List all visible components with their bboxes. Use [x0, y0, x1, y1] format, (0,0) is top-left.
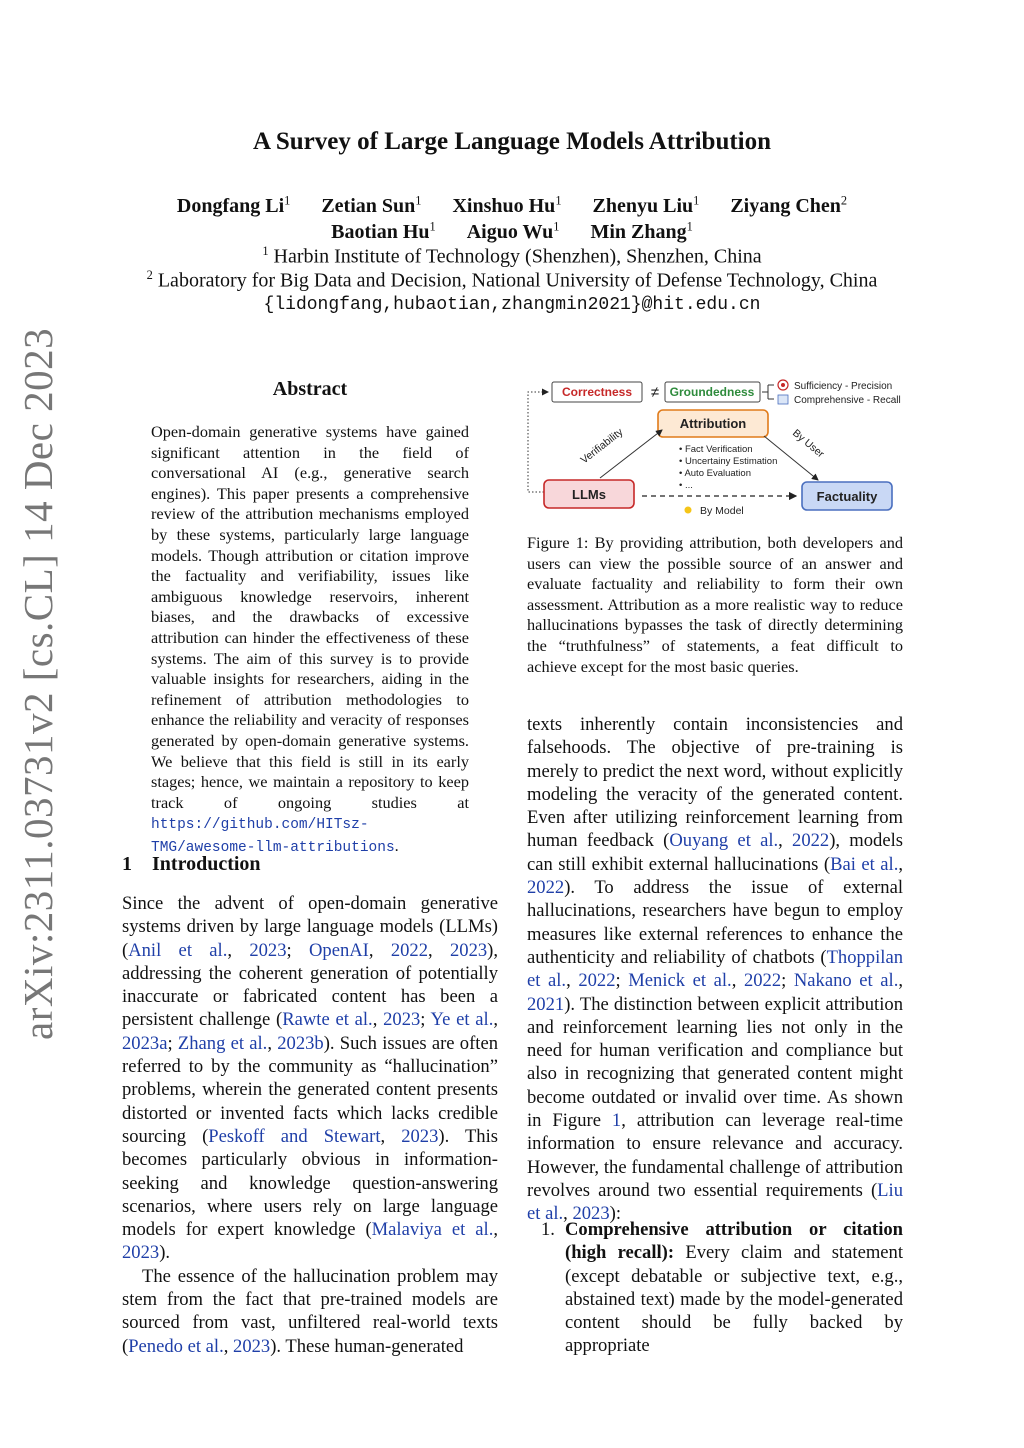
affiliation-1: $^1$ Harbin Institute of Technology (Shenzhen), Shenzhen, China: [262, 244, 762, 268]
text-run: ,: [368, 939, 391, 961]
text-run: texts inherently contain inconsistencies and falsehoods. The objective of pre-training is merely to predict the next word, without explicitly modeling the veracity of the generated content. Even after utilizing reinforcement learning from human feedback (: [527, 714, 903, 852]
text-run: The essence of the hallucination problem may stem from the fact that pre-trained models are sourced from vast, unfiltered real-world texts (: [122, 1265, 498, 1357]
citation-link[interactable]: 2023b: [277, 1032, 324, 1054]
target-icon-center: [781, 383, 785, 387]
list-item-text: Every claim and statement (except debatable or subjective text, e.g., abstained text) made by the model-generated content should be fully backed by appropriate: [565, 1242, 904, 1357]
list-item-title: Comprehensive attribution or citation (high recall):: [565, 1219, 903, 1264]
email[interactable]: {lidongfang,hubaotian,zhangmin2021}@hit.edu.cn: [263, 295, 761, 315]
method-item: • Auto Evaluation: [679, 468, 751, 479]
arxiv-identifier: arXiv:2311.03731v2 [cs.CL] 14 Dec 2023: [15, 327, 61, 1040]
affiliation-2: $^2$ Laboratory for Big Data and Decision, National University of Defense Technology, China: [146, 268, 878, 292]
citation-link[interactable]: 2023: [233, 1335, 271, 1357]
citation-link[interactable]: Zhang et al.: [177, 1032, 268, 1054]
citation-link[interactable]: Ouyang et al.: [669, 830, 779, 852]
citation-link[interactable]: 2023: [249, 939, 287, 961]
citation-link[interactable]: Malaviya et al.: [371, 1219, 494, 1241]
citation-link[interactable]: Nakano et al.: [793, 970, 899, 992]
authors-line-2: [0, 219, 1024, 244]
attribution-label: Attribution: [679, 416, 747, 431]
text-run: ;: [615, 970, 629, 992]
method-item: • ...: [679, 480, 693, 491]
llms-label: LLMs: [572, 487, 606, 502]
text-run: ,: [428, 939, 450, 961]
citation-link[interactable]: 1: [611, 1110, 622, 1132]
citation-link[interactable]: 2022: [792, 830, 830, 852]
author: Zetian Sun$^1$: [321, 193, 422, 217]
text-run: ). Such issues are often referred to by the community as “hallucination” problems, wherein the generated content presents distorted or invented facts which lacks credible sourcing (: [122, 1032, 498, 1147]
citation-link[interactable]: Rawte et al.: [282, 1009, 373, 1031]
not-equal-sign: ≠: [650, 384, 660, 401]
citation-link[interactable]: Anil et al.: [128, 939, 228, 961]
text-run: ,: [223, 1335, 234, 1357]
author: Dongfang Li$^1$: [176, 193, 291, 217]
citation-link[interactable]: 2023: [122, 1242, 160, 1264]
factuality-label: Factuality: [816, 489, 878, 504]
text-run: ;: [167, 1032, 178, 1054]
author: Baotian Hu$^1$: [331, 219, 436, 243]
by-user-label: By User: [790, 427, 827, 461]
text-run: ,: [566, 970, 579, 992]
author: Ziyang Chen$^2$: [730, 193, 848, 217]
citation-link[interactable]: 2023: [449, 939, 488, 961]
citation-link[interactable]: Penedo et al.: [128, 1335, 224, 1357]
text-run: ,: [898, 970, 903, 992]
citation-link[interactable]: 2022: [390, 939, 429, 961]
citation-link[interactable]: Bai et al.: [830, 853, 899, 875]
text-run: ,: [778, 830, 793, 852]
citation-link[interactable]: Thoppilan et al.: [527, 946, 903, 992]
paragraph: [122, 892, 498, 1265]
citation-link[interactable]: 2023: [401, 1125, 439, 1147]
attribution-figure: [520, 372, 912, 522]
bracket: [762, 385, 774, 399]
text-run: ), models can still exhibit external hallucinations (: [527, 830, 903, 875]
text-run: ;: [420, 1009, 431, 1031]
introduction-text: [122, 892, 498, 1358]
text-run: ;: [286, 939, 309, 961]
list-number: 1.: [541, 1219, 555, 1240]
right-column-text: [527, 713, 903, 1226]
text-run: ,: [493, 1219, 499, 1241]
dotted-connector: [528, 392, 548, 492]
citation-link[interactable]: 2022: [743, 970, 782, 992]
repo-link[interactable]: https://github.com/HITsz-TMG/awesome-llm-attributions: [151, 817, 395, 856]
comprehensive-label: Comprehensive - Recall: [794, 395, 901, 406]
correctness-label: Correctness: [561, 385, 633, 399]
authors-line-1: [0, 193, 1024, 218]
paragraph: [122, 1265, 498, 1358]
citation-link[interactable]: 2023: [572, 1203, 610, 1225]
sufficiency-label: Sufficiency - Precision: [794, 381, 893, 392]
text-run: ,: [898, 853, 904, 875]
citation-link[interactable]: 2023: [383, 1009, 421, 1031]
bulb-icon: [685, 507, 692, 514]
section-heading-introduction: 1 Introduction: [122, 853, 261, 875]
text-run: ).: [159, 1242, 171, 1264]
citation-link[interactable]: 2021: [527, 993, 565, 1015]
text-run: ,: [731, 970, 744, 992]
citation-link[interactable]: Liu et al.: [527, 1179, 903, 1225]
citation-link[interactable]: 2022: [527, 877, 565, 899]
text-run: ). The distinction between explicit attribution and reinforcement learning lies not only in the need for human verification and compliance but also in recognizing that generated content might become outdated or invalid over time. As shown in Figure: [527, 993, 903, 1132]
citation-link[interactable]: 2023a: [122, 1032, 168, 1054]
text-run: ,: [380, 1125, 402, 1147]
method-item: • Uncertainy Estimation: [679, 456, 778, 467]
method-item: • Fact Verification: [679, 444, 753, 455]
text-run: ). These human-generated: [270, 1335, 464, 1357]
text-run: ,: [372, 1009, 384, 1031]
text-run: , attribution can leverage real-time information to ensure relevance and accuracy. However, the fundamental challenge of attribution revolves around two essential requirements (: [527, 1110, 903, 1201]
list-icon: [778, 395, 788, 404]
by-model-label: By Model: [700, 505, 744, 517]
requirement-list-item: [527, 1218, 903, 1358]
author: Min Zhang$^1$: [590, 219, 693, 243]
citation-link[interactable]: 2022: [578, 970, 616, 992]
citation-link[interactable]: Menick et al.: [628, 970, 732, 992]
text-run: ,: [563, 1203, 573, 1225]
text-run: ):: [609, 1203, 621, 1225]
citation-link[interactable]: Peskoff and Stewart: [208, 1125, 381, 1147]
text-run: ), addressing the coherent generation of potentially inaccurate or fabricated content has been a persistent challenge (: [122, 939, 498, 1031]
paper-title: A Survey of Large Language Models Attribution: [252, 128, 772, 155]
author: Zhenyu Liu$^1$: [592, 193, 700, 217]
text-run: ). This becomes particularly obvious in information-seeking and knowledge question-answering scenarios, where users rely on large language models for expert knowledge (: [122, 1125, 498, 1241]
text-run: ;: [781, 970, 794, 992]
author: Xinshuo Hu$^1$: [452, 193, 562, 217]
figure-caption: Figure 1: By providing attribution, both developers and users can view the possible source of an answer and evaluate factuality and reliability to form their own assessment. Attribution as a more realistic way to reduce hallucinations bypasses the task of directly determining the “truthfulness” of statements, a feat difficult to achieve except for the most basic queries.: [527, 533, 903, 676]
citation-link[interactable]: OpenAI: [308, 939, 369, 961]
groundedness-label: Groundedness: [669, 385, 755, 399]
abstract-text: Open-domain generative systems have gained significant attention in the field of conversational AI (e.g., generative search engines). This paper presents a comprehensive review of the attribution mechanisms employed by these systems, particularly large language models. Though attribution or citation improve the factuality and verifiability, issues like ambiguous knowledge reservoirs, inherent biases, and the drawbacks of excessive attribution can hinder the effectiveness of these systems. The aim of this survey is to provide valuable insights for researchers, aiding in the refinement of attribution methodologies to enhance the reliability and veracity of responses generated by open-domain generative systems. We believe that this field is still in its early stages; hence, we maintain a repository to keep track of ongoing studies at https://github.com/HITsz-TMG/awesome-llm-attributions.: [151, 422, 469, 856]
citation-link[interactable]: Ye et al.: [430, 1009, 494, 1031]
text-run: ,: [493, 1009, 498, 1031]
text-run: ,: [267, 1032, 278, 1054]
verifiability-label: Verifiability: [578, 425, 626, 467]
author: Aiguo Wu$^1$: [466, 219, 560, 243]
text-run: ,: [227, 939, 250, 961]
abstract-heading: Abstract: [272, 378, 348, 400]
paragraph: [527, 713, 903, 1226]
text-run: ). To address the issue of external hallucinations, researchers have begun to employ measures like external references to enhance the authenticity and reliability of chatbots (: [527, 877, 903, 968]
text-run: Since the advent of open-domain generative systems driven by large language models (LLMs) (: [122, 893, 498, 961]
